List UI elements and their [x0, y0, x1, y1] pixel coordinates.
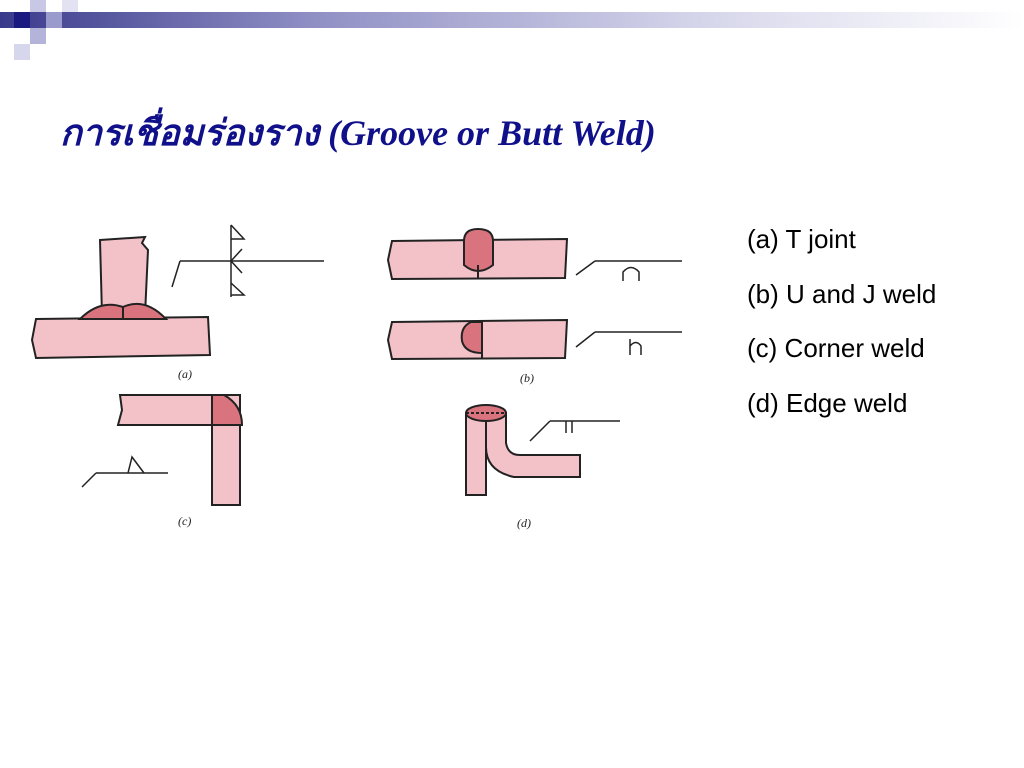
header-gradient-bar [0, 12, 1024, 28]
weld-joint-illustration [20, 195, 720, 540]
deco-square [30, 0, 46, 12]
edge-weld-symbol [530, 421, 620, 441]
j-weld-symbol [576, 332, 682, 355]
caption-c: (c) [178, 514, 192, 528]
edge-weld-figure [466, 405, 580, 495]
label-corner-weld: (c) Corner weld [747, 333, 925, 363]
deco-square [14, 12, 30, 28]
j-weld-figure [388, 320, 567, 359]
deco-square [30, 28, 46, 44]
caption-b: (b) [520, 371, 534, 385]
label-edge-weld: (d) Edge weld [747, 387, 908, 418]
deco-square [62, 0, 78, 12]
label-t-joint: (a) T joint [747, 224, 856, 254]
t-joint-figure [32, 237, 210, 358]
u-weld-figure [388, 229, 567, 279]
deco-square [14, 44, 30, 60]
caption-d: (d) [517, 516, 531, 530]
label-u-j-weld: (b) U and J weld [747, 278, 937, 309]
joint-label-list [747, 222, 936, 440]
corner-weld-figure [118, 395, 242, 505]
u-weld-symbol [576, 261, 682, 281]
slide-title: การเชื่อมร่องราง (Groove or Butt Weld) [60, 113, 656, 153]
deco-square [46, 12, 62, 28]
corner-weld-symbol [82, 457, 168, 487]
caption-a: (a) [178, 367, 192, 381]
t-joint-weld-symbol [172, 225, 324, 297]
